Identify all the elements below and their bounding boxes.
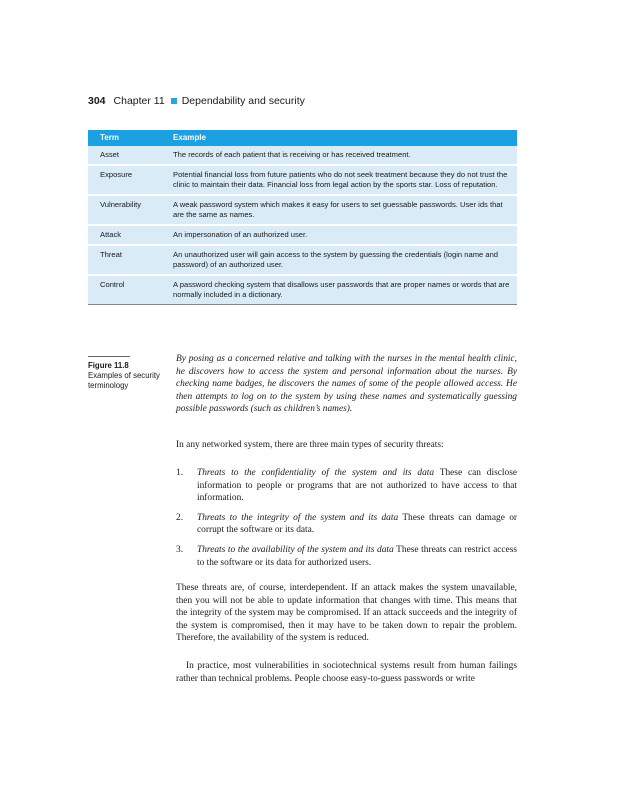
term-cell: Asset [88,146,161,165]
chapter-title: Dependability and security [181,95,305,107]
threat-text: These can disclose information to people or programs that are not authorized to have access to that information. [197,468,517,504]
column-header-term: Term [88,130,161,146]
term-cell: Control [88,275,161,305]
example-cell: A password checking system that disallows user passwords that are proper names or words that are normally included in a dictionary. [161,275,517,305]
figure-caption-text: Examples of security terminology [88,371,160,390]
threat-lead: Threats to the availability of the system and its data [197,544,394,555]
term-cell: Exposure [88,165,161,195]
list-number: 1. [176,468,184,478]
example-cell: An unauthorized user will gain access to the system by guessing the credentials (login name and password) of an authorized user. [161,245,517,275]
example-cell: The records of each patient that is receiving or has received treatment. [161,146,517,165]
list-item [176,467,517,505]
term-cell: Threat [88,245,161,275]
page-number: 304 [88,95,106,107]
threat-lead: Threats to the confidentiality of the system and its data [197,468,435,478]
example-cell: Potential financial loss from future patients who do not seek treatment because they do not trust the clinic to maintain their data. Financial loss from legal action by the sports star. Loss of reputation. [161,165,517,195]
term-cell: Attack [88,225,161,245]
security-terminology-table [88,130,517,305]
list-item [176,512,517,537]
example-cell: A weak password system which makes it easy for users to set guessable passwords. User ids that are the same as names. [161,195,517,225]
table-row [88,275,517,305]
chapter-label: Chapter 11 [113,95,165,107]
table-row [88,195,517,225]
threat-text: These threats can damage or corrupt the software or its data. [197,512,517,536]
list-number: 2. [176,512,184,523]
threats-list [176,467,517,576]
body-paragraph: In practice, most vulnerabilities in sociotechnical systems result from human failings rather than technical problems. People choose easy-to-guess passwords or write [176,661,517,684]
threat-text: These threats can restrict access to the software or its data for authorized users. [197,544,518,568]
list-number: 3. [176,544,184,555]
scenario-paragraph: By posing as a concerned relative and talking with the nurses in the mental health clinic, he discovers how to access the system and personal information about the nurses. By checking name badges, he discovers the names of some of the people allowed access. He then attempts to log on to the system by using these names and systematically guessing possible passwords (such as children’s names). [176,354,517,415]
table-row [88,225,517,245]
figure-number: Figure 11.8 [88,361,129,370]
table-header-row [88,130,517,146]
threat-lead: Threats to the integrity of the system and its data [197,512,399,523]
threats-intro: In any networked system, there are three main types of security threats: [176,440,444,450]
column-header-example: Example [161,130,517,146]
table-row [88,146,517,165]
body-paragraph: These threats are, of course, interdependent. If an attack makes the system unavailable, then you will not be able to update information that changes with time. This means that the integrity of the system may be compromised. If an attack succeeds and the integrity of the system is compromised, then it may have to be taken down to repair the problem. Therefore, the availability of the system is reduced. [176,583,517,644]
term-cell: Vulnerability [88,195,161,225]
bullet-square-icon [171,98,177,104]
figure-caption [88,361,173,391]
table-row [88,245,517,275]
caption-rule [88,356,130,357]
example-cell: An impersonation of an authorized user. [161,225,517,245]
table-row [88,165,517,195]
running-header [88,95,305,107]
list-item [176,544,517,569]
